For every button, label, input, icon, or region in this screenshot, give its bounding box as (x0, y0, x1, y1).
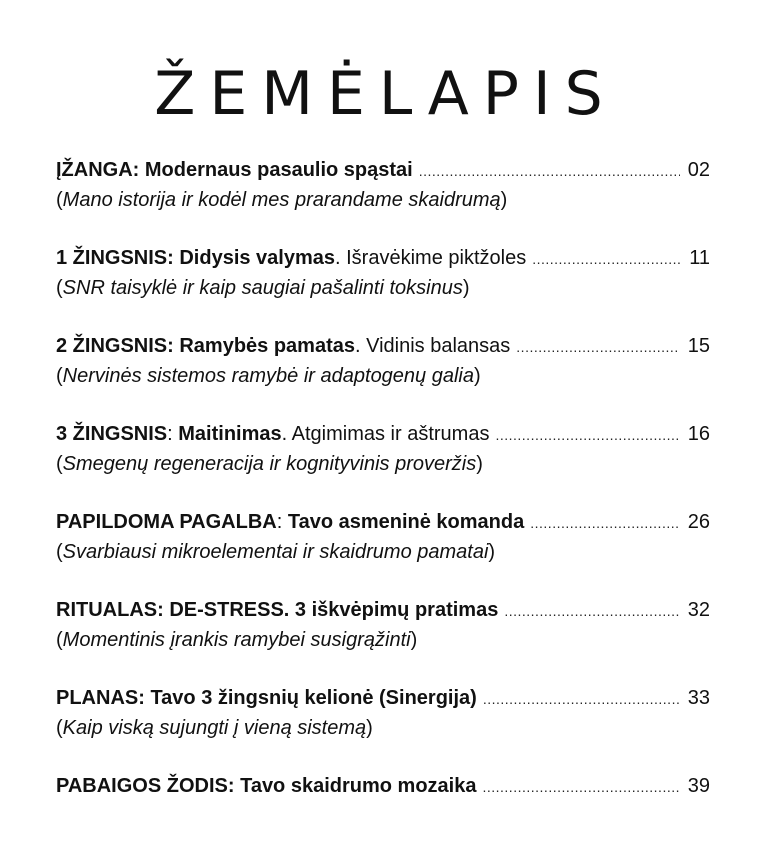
toc-entry-step-3[interactable] (56, 420, 710, 508)
toc-entry-ritual[interactable] (56, 596, 710, 684)
subtitle-text: Momentinis įrankis ramybei susigrąžinti (62, 629, 411, 651)
subtitle-text: SNR taisyklė ir kaip saugiai pašalinti toksinus (62, 277, 463, 299)
dot-leader (516, 333, 680, 362)
dot-leader (419, 157, 680, 186)
toc-entry-subtitle: (Momentinis įrankis ramybei susigrąžinti) (56, 629, 418, 651)
page-title: ŽEMĖLAPIS (154, 59, 617, 130)
table-of-contents (56, 156, 710, 860)
page-number: 33 (687, 687, 710, 709)
toc-entry-title: ĮŽANGA: Modernaus pasaulio spąstai (56, 159, 413, 181)
page-number: 15 (687, 335, 710, 357)
dot-leader (482, 773, 680, 802)
page-number: 02 (687, 159, 710, 181)
subtitle-text: Nervinės sistemos ramybė ir adaptogenų galia (62, 365, 474, 387)
toc-entry-subtitle: (SNR taisyklė ir kaip saugiai pašalinti toksinus) (56, 277, 470, 299)
toc-entry-heading (56, 508, 710, 538)
toc-entry-subtitle: (Kaip viską sujungti į vieną sistemą) (56, 717, 373, 739)
toc-entry-title: 3 ŽINGSNIS (56, 423, 168, 445)
toc-entry-subtitle: (Mano istorija ir kodėl mes prarandame skaidrumą) (56, 189, 508, 211)
dot-leader (495, 421, 680, 450)
toc-entry-subtitle: (Nervinės sistemos ramybė ir adaptogenų galia) (56, 365, 481, 387)
page-number: 16 (687, 423, 710, 445)
toc-entry-separator: : (276, 511, 288, 533)
toc-entry-heading (56, 684, 710, 714)
toc-entry-heading (56, 332, 710, 362)
subtitle-text: Mano istorija ir kodėl mes prarandame skaidrumą (62, 189, 501, 211)
toc-entry-extra-help[interactable] (56, 508, 710, 596)
toc-entry-heading (56, 244, 710, 274)
subtitle-text: Smegenų regeneracija ir kognityvinis proveržis (62, 453, 477, 475)
page-number: 26 (687, 511, 710, 533)
toc-entry-title: PAPILDOMA PAGALBA (56, 511, 277, 533)
dot-leader (504, 597, 680, 626)
page-number: 11 (689, 247, 710, 269)
toc-entry-plan[interactable] (56, 684, 710, 772)
toc-entry-title: RITUALAS: DE-STRESS. 3 iškvėpimų pratimas (56, 599, 499, 621)
toc-entry-description: . Atgimimas ir aštrumas (281, 423, 490, 445)
toc-entry-step-2[interactable] (56, 332, 710, 420)
toc-entry-description: . Vidinis balansas (355, 335, 511, 357)
toc-entry-heading (56, 772, 710, 802)
toc-entry-intro[interactable] (56, 156, 710, 244)
subtitle-text: Svarbiausi mikroelementai ir skaidrumo pamatai (62, 541, 489, 563)
toc-entry-title: PLANAS: Tavo 3 žingsnių kelionė (Sinergija) (56, 687, 477, 709)
toc-entry-title: PABAIGOS ŽODIS: Tavo skaidrumo mozaika (56, 775, 477, 797)
toc-entry-step-1[interactable] (56, 244, 710, 332)
toc-entry-heading (56, 420, 710, 450)
toc-entry-subtitle: (Svarbiausi mikroelementai ir skaidrumo pamatai) (56, 541, 496, 563)
toc-entry-title-2: Maitinimas (178, 423, 282, 445)
toc-entry-title: 1 ŽINGSNIS: Didysis valymas (56, 247, 336, 269)
toc-entry-title-2: Tavo asmeninė komanda (287, 511, 525, 533)
page-number: 32 (687, 599, 710, 621)
toc-entry-separator: : (167, 423, 179, 445)
toc-entry-closing[interactable] (56, 772, 710, 860)
toc-entry-title: 2 ŽINGSNIS: Ramybės pamatas (56, 335, 355, 357)
page-number: 39 (687, 775, 710, 797)
toc-entry-heading (56, 156, 710, 186)
dot-leader (532, 245, 680, 274)
subtitle-text: Kaip viską sujungti į vieną sistemą (62, 717, 367, 739)
toc-entry-heading (56, 596, 710, 626)
toc-entry-description: . Išravėkime piktžoles (335, 247, 527, 269)
toc-entry-subtitle: (Smegenų regeneracija ir kognityvinis proveržis) (56, 453, 483, 475)
dot-leader (530, 509, 680, 538)
dot-leader (483, 685, 680, 714)
